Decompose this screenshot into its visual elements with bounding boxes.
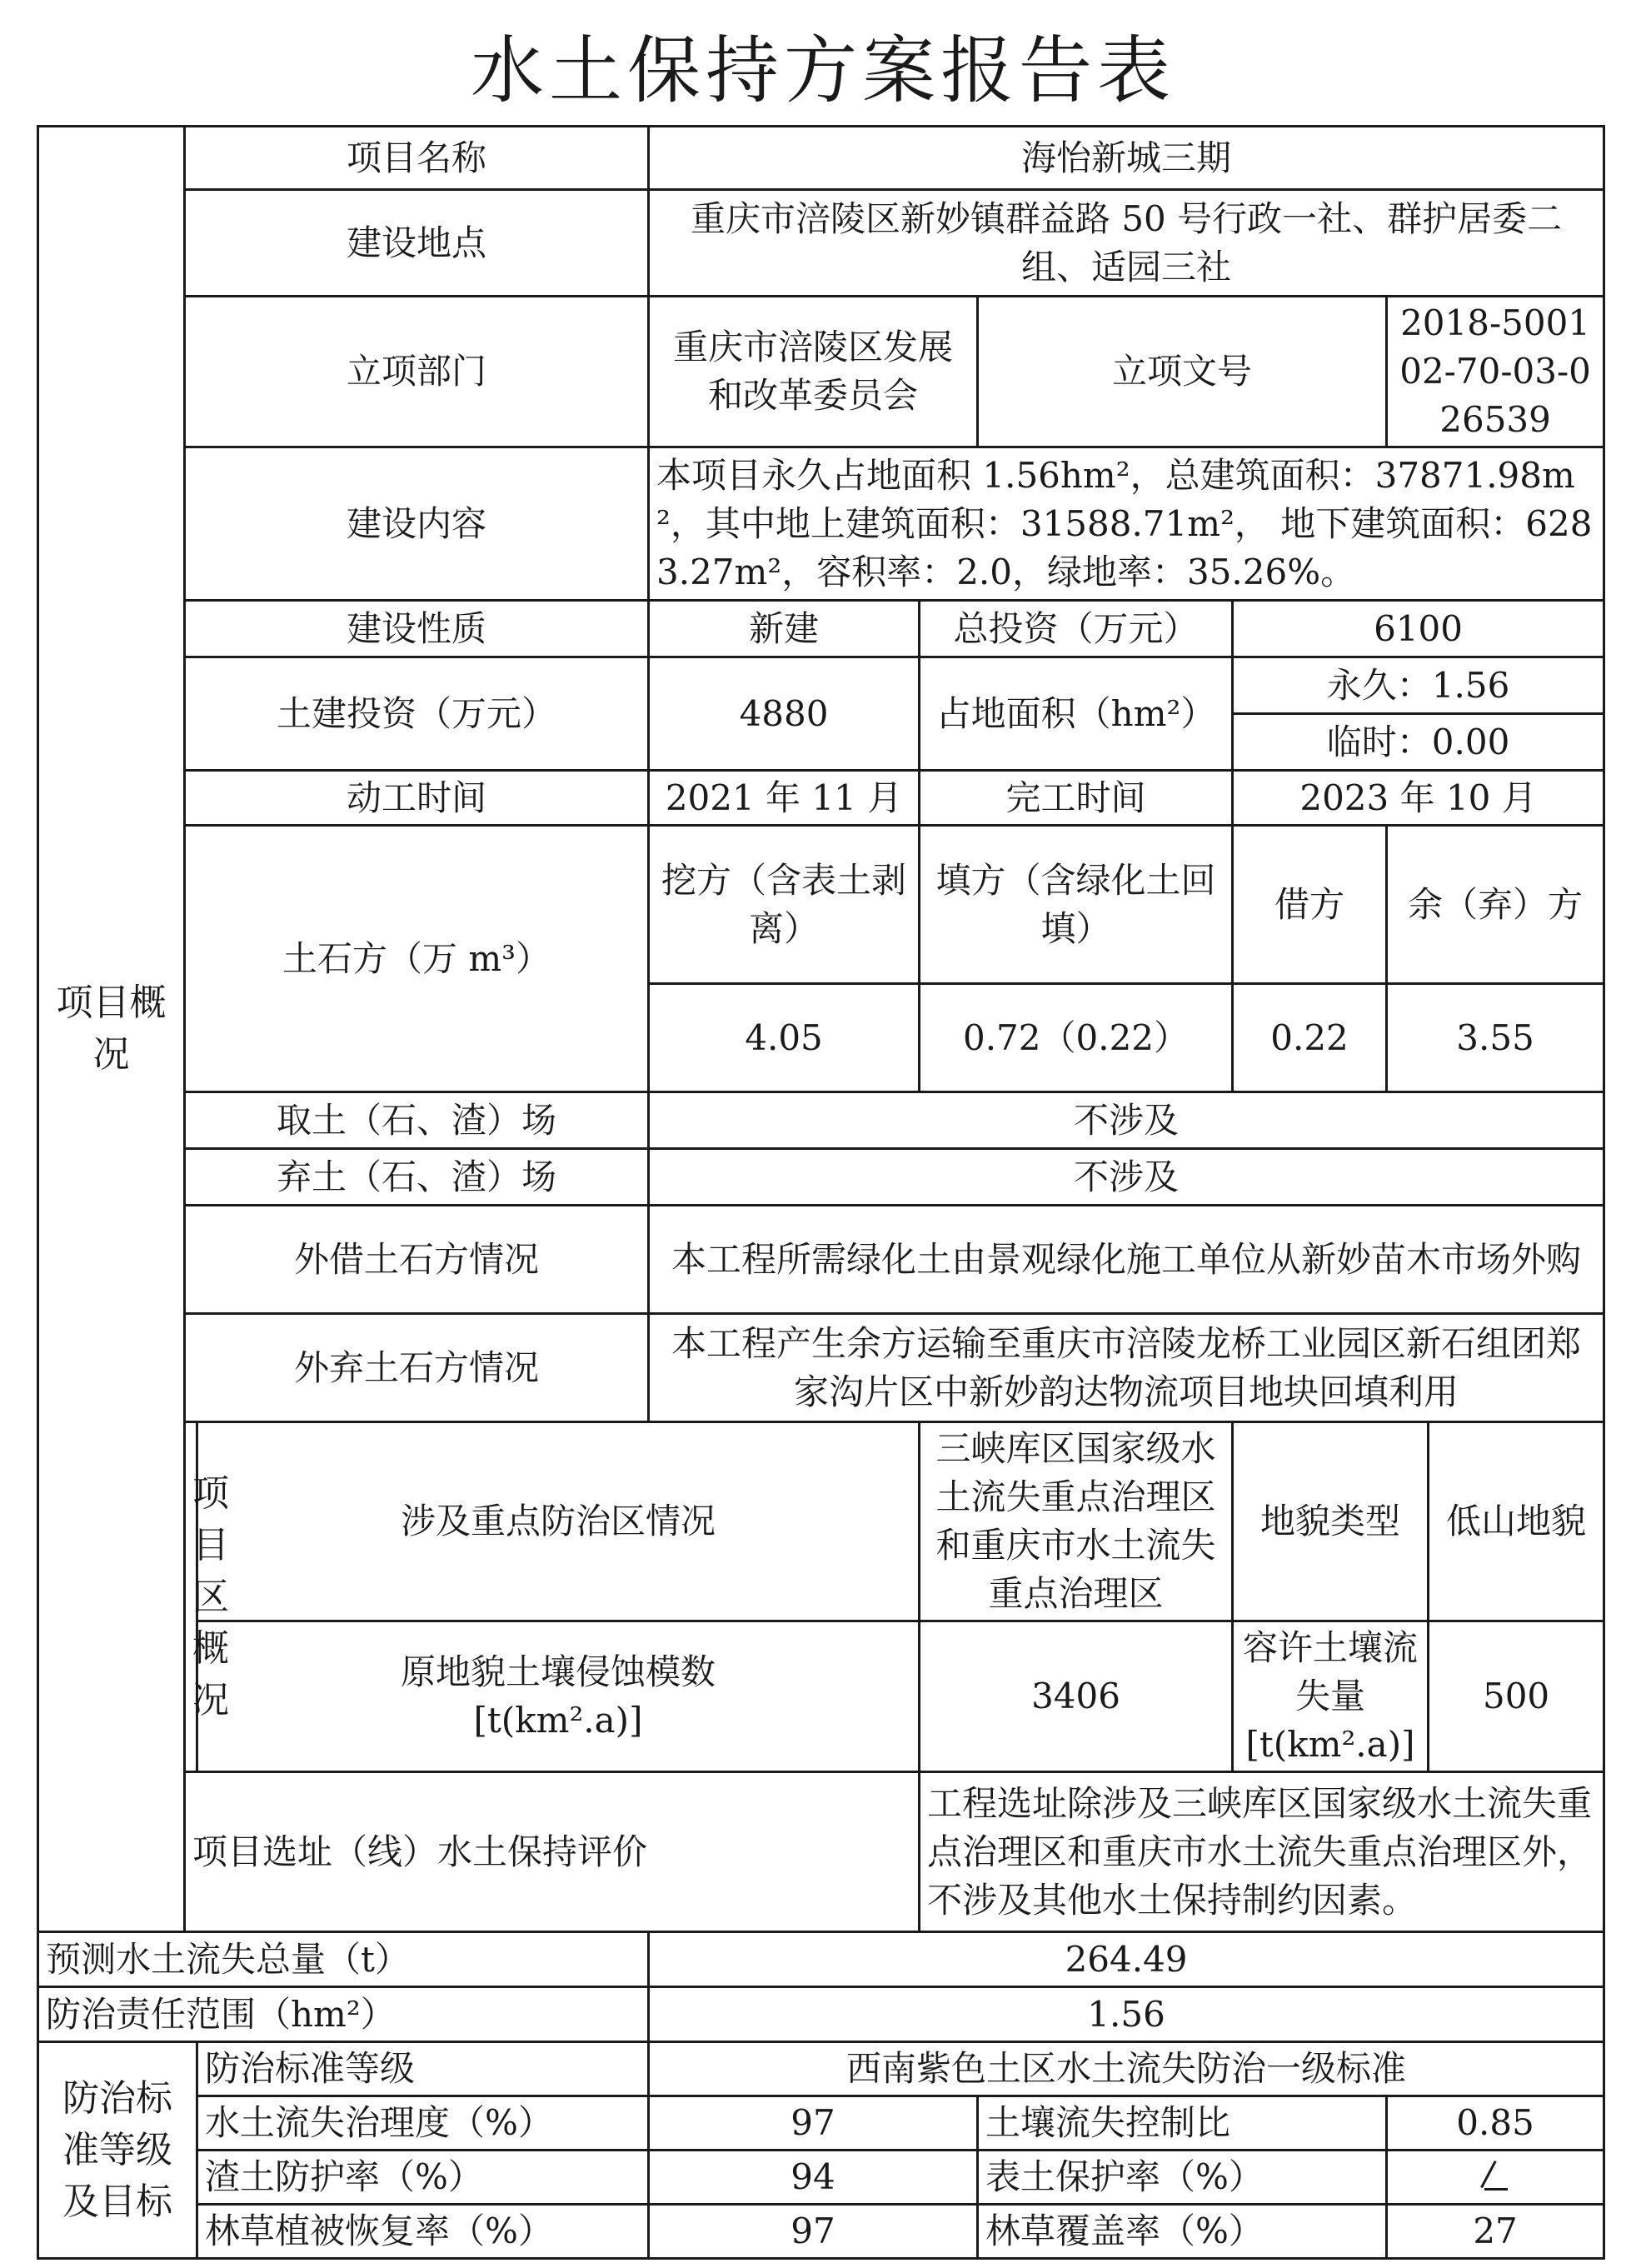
site-eval-value: 工程选址除涉及三峡库区国家级水土流失重点治理区和重庆市水土流失重点治理区外，不涉及其他水土保持制约因素。 [920,1772,1604,1932]
allow-label-text: 容许土壤流失量 [1243,1627,1419,1716]
target-label-1: 水土流失治理度（%） [197,2096,649,2151]
target-label-3: 林草植被恢复率（%） [197,2205,649,2259]
start-time-value: 2021 年 11 月 [649,771,920,826]
landform-label: 地貌类型 [1233,1422,1429,1621]
target-label2-3: 林草覆盖率（%） [978,2205,1387,2259]
approval-doc-label: 立项文号 [978,297,1387,447]
target-value-2: 94 [649,2151,978,2205]
external-borrow-label: 外借土石方情况 [185,1206,649,1314]
predicted-loss-value: 264.49 [649,1932,1604,1987]
earthwork-header-borrow: 借方 [1233,826,1387,984]
report-table [37,125,1605,2260]
page-title: 水土保持方案报告表 [470,27,1175,113]
project-name-label: 项目名称 [185,127,649,190]
allow-unit: [t(km².a)] [1245,1724,1415,1765]
not-applicable-mark [1484,2161,1506,2189]
nature-label: 建设性质 [185,601,649,657]
earthwork-label: 土石方（万 m³） [185,826,649,1092]
location-label: 建设地点 [185,190,649,297]
spoil-site-label: 弃土（石、渣）场 [185,1149,649,1206]
end-time-label: 完工时间 [920,771,1233,826]
approval-dept-value: 重庆市涪陵区发展和改革委员会 [649,297,978,447]
key-zone-label: 涉及重点防治区情况 [197,1422,920,1621]
earthwork-header-cut: 挖方（含表土剥离） [649,826,920,984]
content-label: 建设内容 [185,447,649,601]
earthwork-cut-value: 4.05 [649,984,920,1092]
target-label-2: 渣土防护率（%） [197,2151,649,2205]
land-temporary: 临时：0.00 [1233,714,1604,771]
land-permanent: 永久：1.56 [1233,657,1604,714]
standard-level-value: 西南紫色土区水土流失防治一级标准 [649,2042,1604,2096]
target-value2-1: 0.85 [1387,2096,1604,2151]
external-spoil-value: 本工程产生余方运输至重庆市涪陵龙桥工业园区新石组团郑家沟片区中新妙韵达物流项目地块回填利用 [649,1314,1604,1422]
investment-value: 6100 [1233,601,1604,657]
spoil-site-value: 不涉及 [649,1149,1604,1206]
investment-label: 总投资（万元） [920,601,1233,657]
erosion-label [197,1621,920,1772]
external-spoil-label: 外弃土石方情况 [185,1314,649,1422]
earthwork-borrow-value: 0.22 [1233,984,1387,1092]
borrow-site-label: 取土（石、渣）场 [185,1092,649,1149]
section-standards: 防治标准等级及目标 [38,2042,197,2259]
borrow-site-value: 不涉及 [649,1092,1604,1149]
allow-value: 500 [1429,1621,1604,1772]
approval-doc-value: 2018-500102-70-03-026539 [1387,297,1604,447]
target-value2-2 [1387,2151,1604,2205]
location-value: 重庆市涪陵区新妙镇群益路 50 号行政一社、群护居委二组、适园三社 [649,190,1604,297]
target-value-3: 97 [649,2205,978,2259]
earthwork-header-fill: 填方（含绿化土回填） [920,826,1233,984]
erosion-unit: [t(km².a)] [473,1700,643,1741]
earthwork-fill-value: 0.72（0.22） [920,984,1233,1092]
key-zone-value: 三峡库区国家级水土流失重点治理区和重庆市水土流失重点治理区 [920,1422,1233,1621]
earthwork-surplus-value: 3.55 [1387,984,1604,1092]
section-area-overview: 项目区概况 [185,1422,197,1772]
predicted-loss-label: 预测水土流失总量（t） [38,1932,649,1987]
responsibility-value: 1.56 [649,1987,1604,2042]
responsibility-label: 防治责任范围（hm²） [38,1987,649,2042]
target-value-1: 97 [649,2096,978,2151]
civil-investment-value: 4880 [649,657,920,771]
nature-value: 新建 [649,601,920,657]
civil-investment-label: 土建投资（万元） [185,657,649,771]
target-value2-3: 27 [1387,2205,1604,2259]
site-eval-label: 项目选址（线）水土保持评价 [185,1772,920,1932]
start-time-label: 动工时间 [185,771,649,826]
allow-label [1233,1621,1429,1772]
target-label2-1: 土壤流失控制比 [978,2096,1387,2151]
erosion-value: 3406 [920,1621,1233,1772]
standard-level-label: 防治标准等级 [197,2042,649,2096]
target-label2-2: 表土保护率（%） [978,2151,1387,2205]
content-value: 本项目永久占地面积 1.56hm²，总建筑面积：37871.98m²，其中地上建筑面积：31588.71m²， 地下建筑面积：6283.27m²，容积率：2.0，绿地率：35.26%。 [649,447,1604,601]
approval-dept-label: 立项部门 [185,297,649,447]
landform-value: 低山地貌 [1429,1422,1604,1621]
end-time-value: 2023 年 10 月 [1233,771,1604,826]
earthwork-header-surplus: 余（弃）方 [1387,826,1604,984]
land-area-label: 占地面积（hm²） [920,657,1233,771]
project-name-value: 海怡新城三期 [649,127,1604,190]
external-borrow-value: 本工程所需绿化土由景观绿化施工单位从新妙苗木市场外购 [649,1206,1604,1314]
erosion-label-text: 原地貌土壤侵蚀模数 [401,1651,716,1692]
section-overview: 项目概况 [38,127,185,1932]
